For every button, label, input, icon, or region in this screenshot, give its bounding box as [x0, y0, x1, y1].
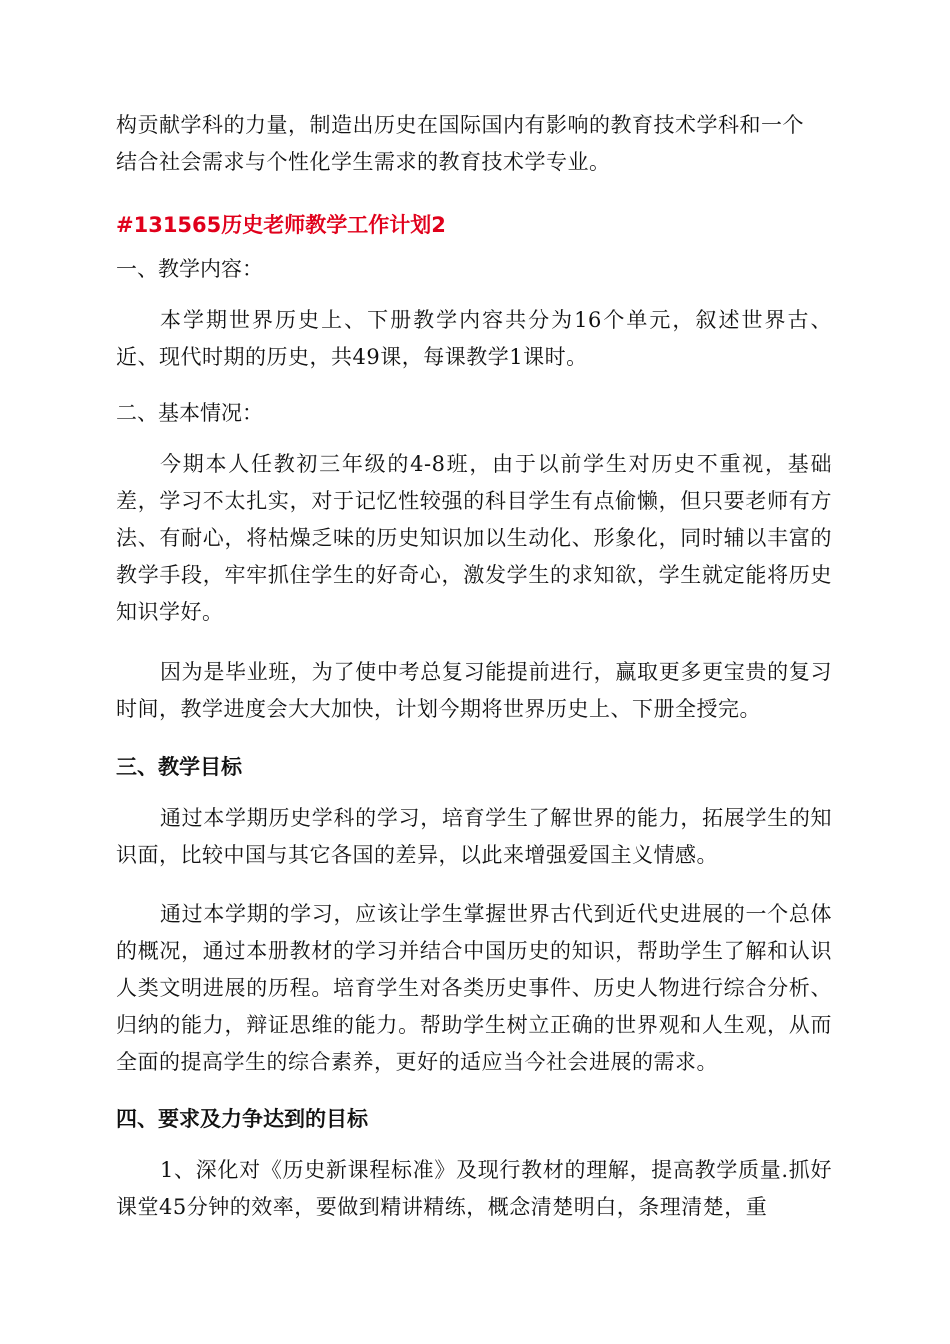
section3-heading: 三、教学目标: [116, 755, 242, 779]
section1-heading: 一、教学内容：: [116, 257, 263, 281]
document-title: #131565历史老师教学工作计划2: [116, 213, 446, 237]
section2-paragraph-1: 今期本人任教初三年级的4-8班，由于以前学生对历史不重视，基础差，学习不太扎实，对于记忆性较强的科目学生有点偷懒，但只要老师有方法、有耐心，将枯燥乏味的历史知识加以生动化、形象化，同时辅以丰富的教学手段，牢牢抓住学生的好奇心，激发学生的求知欲，学生就定能将历史知识学好。: [116, 452, 832, 624]
section4-paragraph-1: 1、深化对《历史新课程标准》及现行教材的理解，提高教学质量.抓好课堂45分钟的效率，要做到精讲精练，概念清楚明白，条理清楚，重: [116, 1158, 832, 1219]
section4-heading: 四、要求及力争达到的目标: [116, 1107, 368, 1131]
intro-line-2: 结合社会需求与个性化学生需求的教育技术学专业。: [116, 150, 611, 174]
section2-paragraph-2: 因为是毕业班，为了使中考总复习能提前进行，赢取更多更宝贵的复习时间，教学进度会大大加快，计划今期将世界历史上、下册全授完。: [116, 660, 832, 721]
section3-paragraph-1: 通过本学期历史学科的学习，培育学生了解世界的能力，拓展学生的知识面，比较中国与其它各国的差异，以此来增强爱国主义情感。: [116, 806, 832, 867]
intro-line-1: 构贡献学科的力量，制造出历史在国际国内有影响的教育技术学科和一个: [116, 113, 804, 137]
section1-paragraph: 本学期世界历史上、下册教学内容共分为16个单元，叙述世界古、近、现代时期的历史，共49课，每课教学1课时。: [116, 308, 832, 369]
section2-heading: 二、基本情况：: [116, 401, 263, 425]
section3-paragraph-2: 通过本学期的学习，应该让学生掌握世界古代到近代史进展的一个总体的概况，通过本册教材的学习并结合中国历史的知识，帮助学生了解和认识人类文明进展的历程。培育学生对各类历史事件、历史人物进行综合分析、归纳的能力，辩证思维的能力。帮助学生树立正确的世界观和人生观，从而全面的提高学生的综合素养，更好的适应当今社会进展的需求。: [116, 902, 832, 1074]
